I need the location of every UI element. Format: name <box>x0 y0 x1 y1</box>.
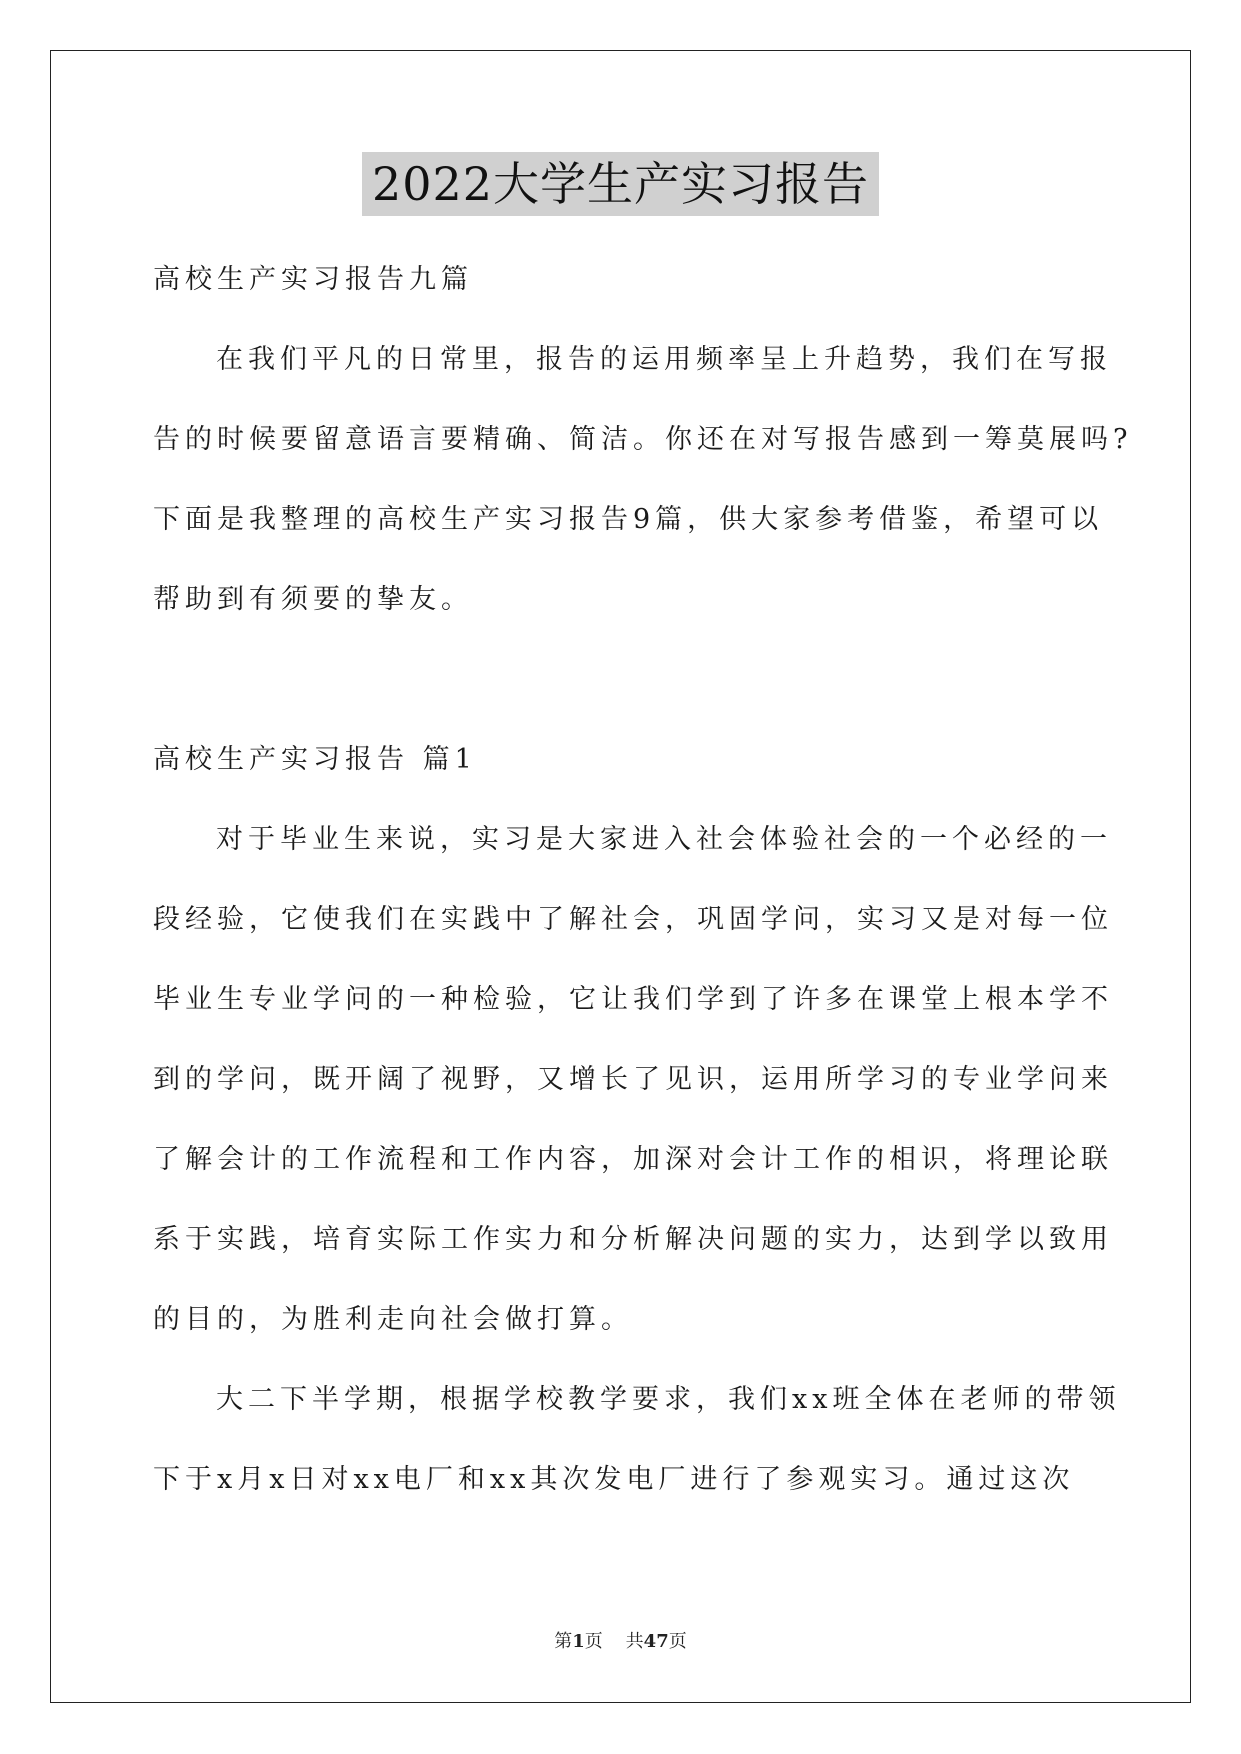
text-line: 到的学问，既开阔了视野，又增长了见识，运用所学习的专业学问来 <box>153 1064 1113 1095</box>
footer-total-prefix: 共 <box>625 1631 644 1652</box>
text-line: 的目的，为胜利走向社会做打算。 <box>153 1304 633 1335</box>
text-line: 帮助到有须要的挚友。 <box>153 584 473 615</box>
text-line: 告的时候要留意语言要精确、简洁。你还在对写报告感到一筹莫展吗? <box>153 424 1133 455</box>
footer-page-prefix: 第 <box>554 1631 573 1652</box>
footer-page-number: 1 <box>572 1631 585 1652</box>
text-line: 对于毕业生来说，实习是大家进入社会体验社会的一个必经的一 <box>216 824 1112 855</box>
page-footer <box>0 1627 1241 1653</box>
footer-page-suffix: 页 <box>584 1631 603 1652</box>
text-line: 大二下半学期，根据学校教学要求，我们xx班全体在老师的带领 <box>216 1384 1121 1415</box>
footer-total-pages: 47 <box>643 1631 669 1652</box>
text-line: 了解会计的工作流程和工作内容，加深对会计工作的相识，将理论联 <box>153 1144 1113 1175</box>
text-line: 系于实践，培育实际工作实力和分析解决问题的实力，达到学以致用 <box>153 1224 1113 1255</box>
text-line: 段经验，它使我们在实践中了解社会，巩固学问，实习又是对每一位 <box>153 904 1113 935</box>
text-line: 高校生产实习报告 篇1 <box>153 744 477 775</box>
paragraph-gap <box>153 640 1093 720</box>
text-line: 高校生产实习报告九篇 <box>153 264 473 295</box>
document-body <box>153 240 1133 1520</box>
text-line: 在我们平凡的日常里，报告的运用频率呈上升趋势，我们在写报 <box>216 344 1112 375</box>
document-title: 2022大学生产实习报告 <box>362 152 879 216</box>
text-line: 下面是我整理的高校生产实习报告9篇，供大家参考借鉴，希望可以 <box>153 504 1104 535</box>
text-line: 下于x月x日对xx电厂和xx其次发电厂进行了参观实习。通过这次 <box>153 1464 1075 1495</box>
title-container <box>0 152 1241 216</box>
text-line: 毕业生专业学问的一种检验，它让我们学到了许多在课堂上根本学不 <box>153 984 1113 1015</box>
footer-total-suffix: 页 <box>668 1631 687 1652</box>
